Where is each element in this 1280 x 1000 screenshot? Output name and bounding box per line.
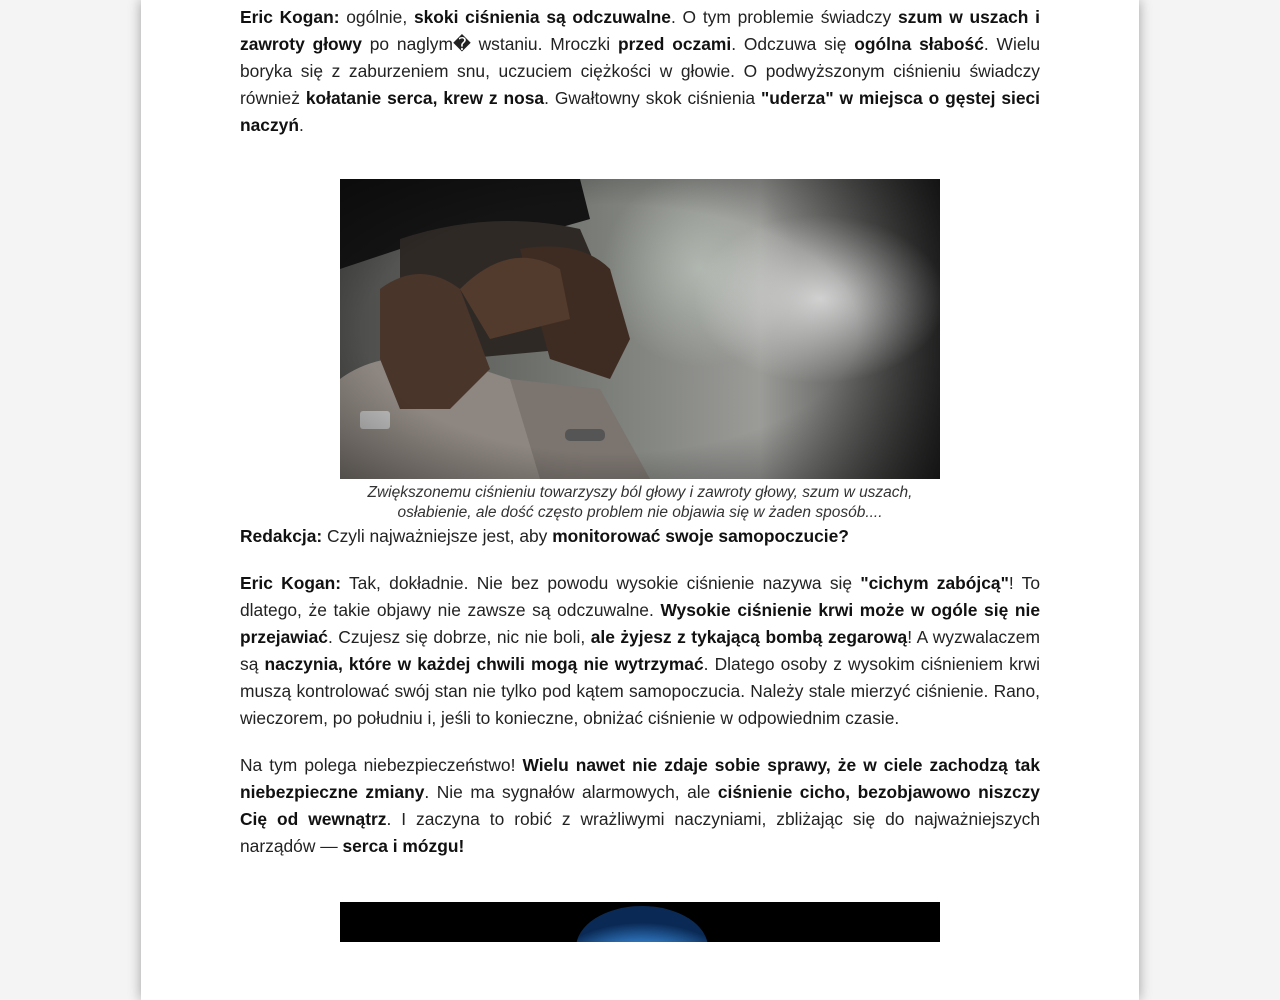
headache-photo: [340, 179, 940, 479]
brain-photo-illustration: [340, 902, 940, 942]
headache-photo-illustration: [340, 179, 940, 479]
paragraph-danger: Na tym polega niebezpieczeństwo! Wielu nawet nie zdaje sobie sprawy, że w ciele zachodzą tak niebezpieczne zmiany. Nie ma sygnałów alarmowych, ale ciśnienie cicho, bezobjawowo niszczy Cię od wewnątrz. I zaczyna to robić z wrażliwymi naczyniami, zbliżając się do najważniejszych narządów — serca i mózgu!: [240, 755, 1041, 856]
figure-headache: [340, 179, 940, 523]
figure-caption: Zwiększonemu ciśnieniu towarzyszy ból głowy i zawroty głowy, szum w uszach, osłabienie, ale dość często problem nie objawia się w żaden sposób....: [367, 484, 913, 521]
brain-photo: [340, 902, 940, 942]
paragraph-question: Redakcja: Czyli najważniejsze jest, aby monitorować swoje samopoczucie?: [240, 526, 849, 546]
article-page: [141, 0, 1139, 1000]
article-body: [240, 4, 1040, 942]
paragraph-symptoms: Eric Kogan: ogólnie, skoki ciśnienia są odczuwalne. O tym problemie świadczy szum w uszach i zawroty głowy po naglym� wstaniu. Mroczki przed oczami. Odczuwa się ogólna słabość. Wielu boryka się z zaburzeniem snu, uczuciem ciężkości w głowie. O podwyższonym ciśnieniu świadczy również kołatanie serca, krew z nosa. Gwałtowny skok ciśnienia "uderza" w miejsca o gęstej sieci naczyń.: [240, 7, 1041, 135]
speaker-label: Redakcja:: [240, 526, 323, 546]
speaker-label: Eric Kogan:: [240, 573, 342, 593]
paragraph-silent-killer: Eric Kogan: Tak, dokładnie. Nie bez powodu wysokie ciśnienie nazywa się "cichym zabójcą"! To dlatego, że takie objawy nie zawsze są odczuwalne. Wysokie ciśnienie krwi może w ogóle się nie przejawiać. Czujesz się dobrze, nic nie boli, ale żyjesz z tykającą bombą zegarową! A wyzwalaczem są naczynia, które w każdej chwili mogą nie wytrzymać. Dlatego osoby z wysokim ciśnieniem krwi muszą kontrolować swój stan nie tylko pod kątem samopoczucia. Należy stale mierzyć ciśnienie. Rano, wieczorem, po południu i, jeśli to konieczne, obniżać ciśnienie w odpowiednim czasie.: [240, 573, 1040, 728]
speaker-label: Eric Kogan:: [240, 7, 340, 27]
